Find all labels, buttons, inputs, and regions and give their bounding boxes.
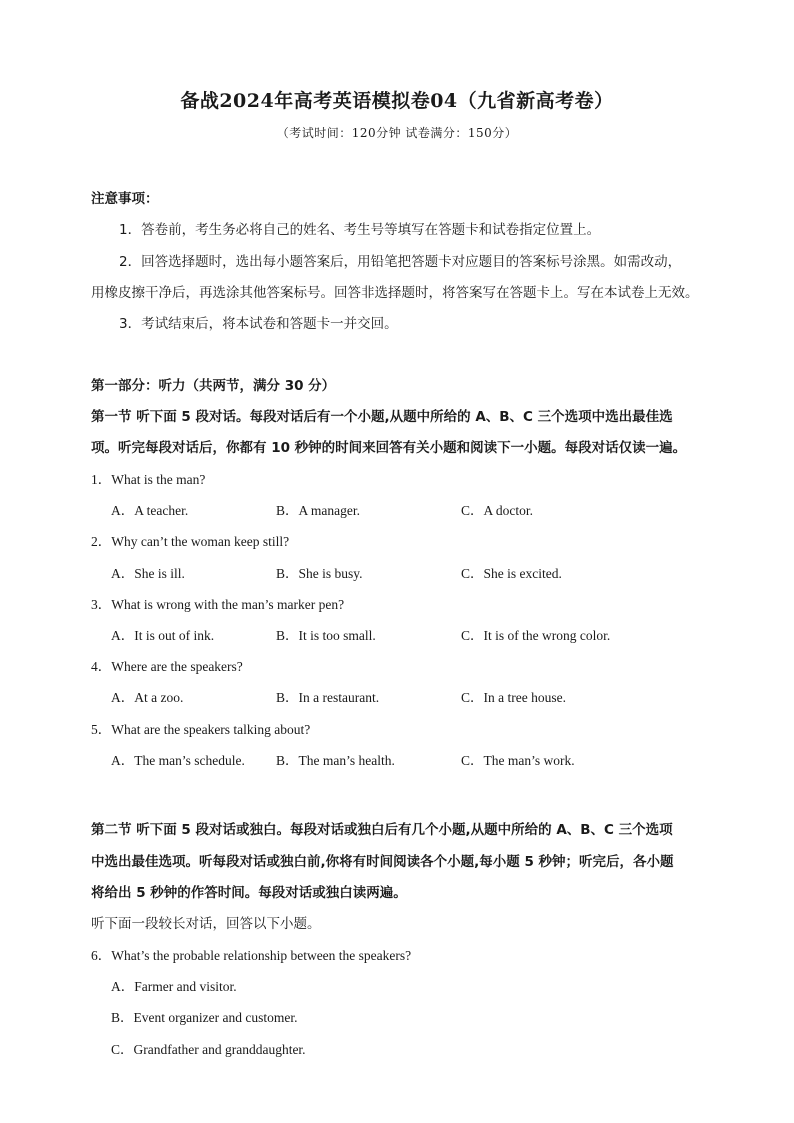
question-1-option-b: B．A manager. [276, 503, 360, 518]
section2-intro: 听下面一段较长对话，回答以下小题。 [91, 916, 321, 932]
notice-heading: 注意事项： [91, 191, 159, 207]
part1-heading: 第一部分：听力（共两节，满分 30 分） [91, 378, 336, 394]
question-5-option-a: A．The man’s schedule. [111, 753, 245, 768]
notice-item-1: 1．答卷前，考生务必将自己的姓名、考生号等填写在答题卡和试卷指定位置上。 [119, 222, 601, 238]
question-6-option-c: C．Grandfather and granddaughter. [111, 1042, 306, 1057]
question-6: 6．What’s the probable relationship between the speakers? [91, 948, 412, 963]
question-2: 2．Why can’t the woman keep still? [91, 534, 290, 549]
section2-instruction-line2: 中选出最佳选项。听每段对话或独白前,你将有时间阅读各个小题,每小题 5 秒钟；听完后，各小题 [91, 854, 674, 870]
question-4: 4．Where are the speakers? [91, 659, 243, 674]
notice-item-2-cont: 用橡皮擦干净后，再选涂其他答案标号。回答非选择题时，将答案写在答题卡上。写在本试卷上无效。 [91, 285, 699, 301]
notice-item-3: 3．考试结束后，将本试卷和答题卡一并交回。 [119, 316, 398, 332]
question-4-option-a: A．At a zoo. [111, 690, 184, 705]
section1-instruction-line2: 项。听完每段对话后，你都有 10 秒钟的时间来回答有关小题和阅读下一小题。每段对话仅读一遍。 [91, 440, 687, 456]
question-3-option-b: B．It is too small. [276, 628, 376, 643]
question-6-option-b: B．Event organizer and customer. [111, 1010, 298, 1025]
section1-instruction-line1: 第一节 听下面 5 段对话。每段对话后有一个小题,从题中所给的 A、B、C 三个选项中选出最佳选 [91, 409, 673, 425]
question-3: 3．What is wrong with the man’s marker pen? [91, 597, 345, 612]
question-1-option-c: C．A doctor. [461, 503, 534, 518]
question-2-option-c: C．She is excited. [461, 566, 562, 581]
question-4-option-b: B．In a restaurant. [276, 690, 380, 705]
question-2-option-a: A．She is ill. [111, 566, 185, 581]
page-title: 备战2024年高考英语模拟卷04（九省新高考卷） [180, 90, 614, 112]
notice-item-2: 2．回答选择题时，选出每小题答案后，用铅笔把答题卡对应题目的答案标号涂黑。如需改动， [119, 254, 682, 270]
question-4-option-c: C．In a tree house. [461, 690, 566, 705]
question-5-option-c: C．The man’s work. [461, 753, 575, 768]
question-5-option-b: B．The man’s health. [276, 753, 395, 768]
question-5: 5．What are the speakers talking about? [91, 722, 311, 737]
section2-instruction-line1: 第二节 听下面 5 段对话或独白。每段对话或独白后有几个小题,从题中所给的 A、B、C 三个选项 [91, 822, 673, 838]
question-6-option-a: A．Farmer and visitor. [111, 979, 237, 994]
question-2-option-b: B．She is busy. [276, 566, 363, 581]
question-1: 1．What is the man? [91, 472, 206, 487]
section2-instruction-line3: 将给出 5 秒钟的作答时间。每段对话或独白读两遍。 [91, 885, 407, 901]
question-3-option-c: C．It is of the wrong color. [461, 628, 611, 643]
exam-info: （考试时间：120分钟 试卷满分：150分） [276, 126, 518, 140]
question-3-option-a: A．It is out of ink. [111, 628, 215, 643]
question-1-option-a: A．A teacher. [111, 503, 189, 518]
